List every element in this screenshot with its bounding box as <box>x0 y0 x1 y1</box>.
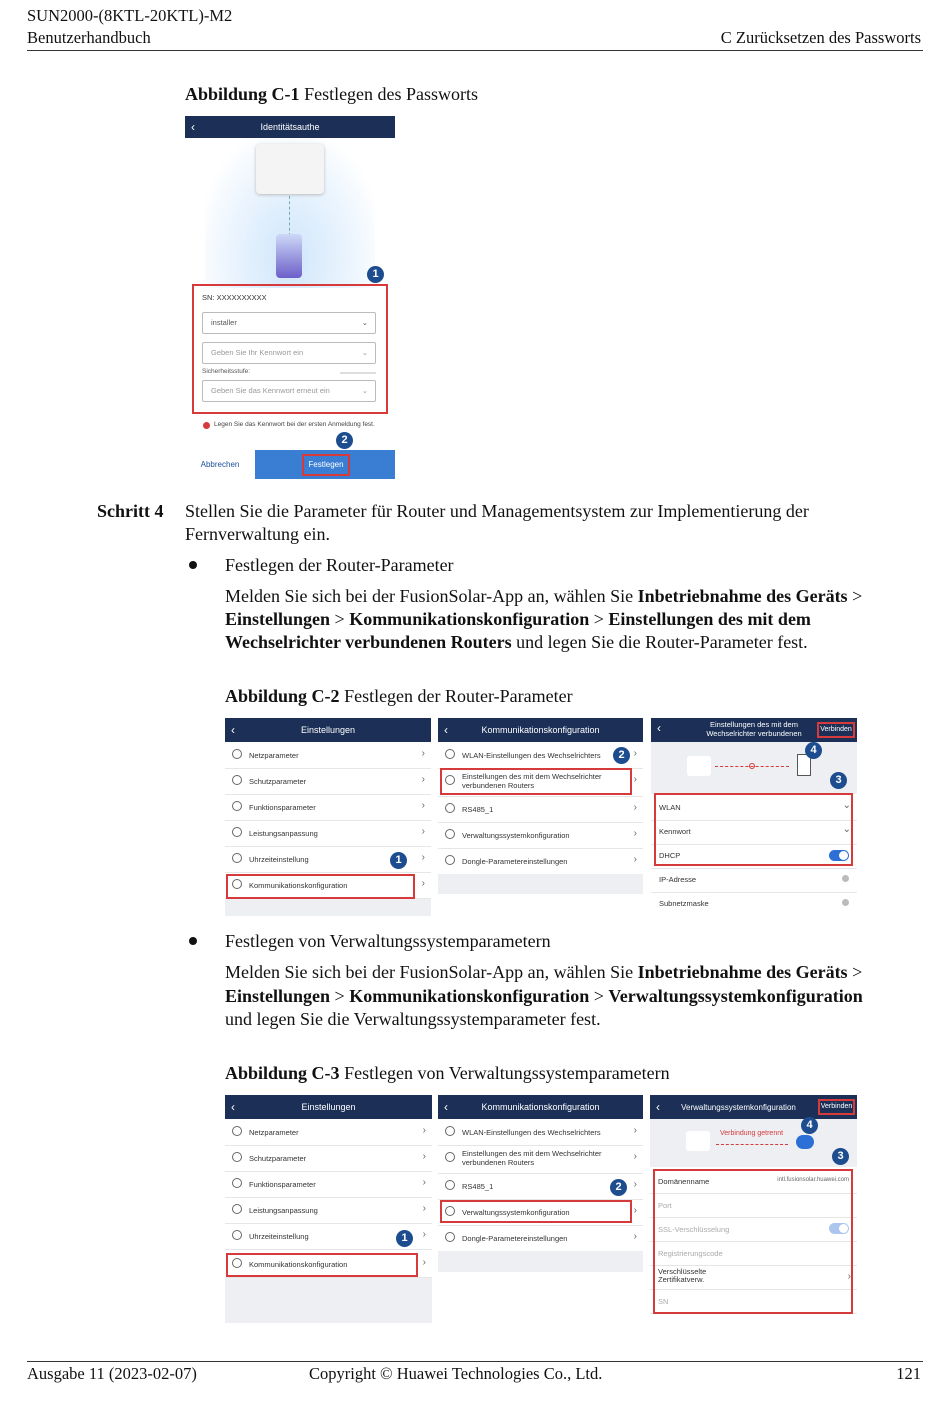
bullet-1-title: Festlegen der Router-Parameter <box>225 555 454 575</box>
fig2-settings-screen <box>225 718 431 916</box>
highlight-management-params <box>653 1169 853 1314</box>
bullet-2-title: Festlegen von Verwaltungssystemparametern <box>225 931 551 951</box>
chevron-right-icon: › <box>633 1125 637 1136</box>
screen-title: Kommunikationskonfiguration <box>481 1102 600 1112</box>
status-dot <box>842 875 849 882</box>
fig2-router-screen: ‹ Einstellungen des mit dem Wechselrichter verbundenen Verbinden 4 3 WLAN ⌄ Kennwort ⌄ DHCP IP-Adresse Subnetzmaske <box>651 718 857 914</box>
wlan-field[interactable]: WLAN ⌄ <box>651 794 857 821</box>
link-line <box>716 1144 788 1146</box>
cloud-icon <box>796 1135 814 1149</box>
shield-icon <box>232 775 242 785</box>
phone-icon <box>276 234 302 278</box>
comm-item[interactable]: WLAN-Einstellungen des Wechselrichters › <box>438 1119 643 1146</box>
bullet-2-line2: Einstellungen > Kommunikationskonfiguration > Verwaltungssystemkonfiguration <box>225 986 863 1006</box>
highlight-router-params <box>654 793 853 866</box>
header-section: C Zurücksetzen des Passworts <box>720 28 921 47</box>
back-icon[interactable]: ‹ <box>657 721 661 735</box>
chevron-right-icon: › <box>847 1271 851 1282</box>
chevron-right-icon: › <box>633 854 637 865</box>
callout-3: 3 <box>832 1148 849 1165</box>
chevron-right-icon: › <box>422 1125 426 1136</box>
inverter-icon <box>687 756 711 776</box>
figure-c1-screen <box>185 116 395 479</box>
bullet-1 <box>189 561 197 569</box>
step-text-line2: Fernverwaltung ein. <box>185 524 330 544</box>
bullet-1-line1: Melden Sie sich bei der FusionSolar-App an, wählen Sie Inbetriebnahme des Geräts > <box>225 586 863 606</box>
header-model: SUN2000-(8KTL-20KTL)-M2 <box>27 6 233 25</box>
header-rule <box>27 50 923 51</box>
dongle-icon <box>445 1232 455 1242</box>
fig2-communication-screen <box>438 718 643 894</box>
step-label: Schritt 4 <box>97 501 164 521</box>
empty-area <box>438 874 643 894</box>
chevron-right-icon: › <box>633 1179 637 1190</box>
settings-item[interactable]: Leistungsanpassung › <box>225 1197 432 1224</box>
callout-1: 1 <box>396 1230 413 1247</box>
connect-button[interactable]: Verbinden <box>818 1099 855 1115</box>
settings-item-communication[interactable]: Kommunikationskonfiguration › <box>225 1251 432 1278</box>
network-icon <box>232 749 242 759</box>
chevron-right-icon: › <box>633 1231 637 1242</box>
power-icon <box>232 1204 242 1214</box>
share-icon <box>445 1152 455 1162</box>
ip-address-field[interactable]: IP-Adresse <box>651 866 857 893</box>
screen-title-bar <box>185 116 395 138</box>
fig3-management-screen <box>650 1095 857 1323</box>
link-dot <box>749 763 755 769</box>
screen-title: Verwaltungssystemkonfiguration <box>681 1103 796 1112</box>
callout-3: 3 <box>830 772 847 789</box>
screen-title: Einstellungen <box>300 725 356 735</box>
settings-item[interactable]: Schutzparameter › <box>225 1145 432 1172</box>
security-level-label: Sicherheitsstufe: <box>202 368 251 375</box>
bullet-2-line1: Melden Sie sich bei der FusionSolar-App an, wählen Sie Inbetriebnahme des Geräts > <box>225 962 863 982</box>
settings-item[interactable]: Netzparameter › <box>225 1119 432 1146</box>
domain-name-field[interactable]: Domänenname intl.fusionsolar.huawei.com <box>650 1169 857 1194</box>
back-icon[interactable]: ‹ <box>231 723 235 737</box>
chevron-right-icon: › <box>633 774 637 785</box>
domain-name-value: intl.fusionsolar.huawei.com <box>777 1177 849 1183</box>
bullet-2 <box>189 937 197 945</box>
comm-item[interactable]: Einstellungen des mit dem Wechselrichter verbundenen Routers › <box>438 1145 643 1174</box>
chevron-right-icon: › <box>421 852 425 863</box>
chevron-right-icon: › <box>633 748 637 759</box>
callout-4: 4 <box>805 742 822 759</box>
settings-item[interactable]: Netzparameter › <box>225 742 431 769</box>
chevron-right-icon: › <box>421 826 425 837</box>
chevron-right-icon: › <box>422 1203 426 1214</box>
settings-item[interactable]: Schutzparameter › <box>225 768 431 795</box>
shield-icon <box>232 1152 242 1162</box>
wifi-icon <box>445 1126 455 1136</box>
settings-item-communication[interactable]: Kommunikationskonfiguration › <box>225 872 431 899</box>
security-level-bar <box>340 372 376 374</box>
cancel-button[interactable]: Abbrechen <box>185 450 255 479</box>
settings-item[interactable]: Uhrzeiteinstellung › <box>225 1223 432 1250</box>
screen-title: Einstellungen <box>301 1102 356 1112</box>
callout-2: 2 <box>613 747 630 764</box>
screen-title: Identitätsauthe <box>260 122 320 132</box>
comm-item[interactable]: RS485_1 › <box>438 1173 643 1200</box>
link-line <box>289 196 291 236</box>
dhcp-field[interactable]: DHCP <box>651 842 857 869</box>
clock-icon <box>232 853 242 863</box>
subnet-mask-field[interactable]: Subnetzmaske <box>651 890 857 914</box>
registration-code-field[interactable]: Registrierungscode <box>650 1241 857 1266</box>
clock-icon <box>232 1230 242 1240</box>
port-field[interactable]: Port <box>650 1193 857 1218</box>
wifi-icon <box>445 749 455 759</box>
empty-area <box>438 1251 643 1272</box>
ssl-field[interactable]: SSL-Verschlüsselung <box>650 1217 857 1242</box>
port-icon <box>445 1180 455 1190</box>
comm-item-router[interactable]: Einstellungen des mit dem Wechselrichter verbundenen Routers › <box>438 768 643 797</box>
chevron-right-icon: › <box>633 802 637 813</box>
bullet-2-line3: und legen Sie die Verwaltungssystemparameter fest. <box>225 1009 601 1029</box>
status-dot <box>842 899 849 906</box>
step-text-line1: Stellen Sie die Parameter für Router und Managementsystem zur Implementierung der <box>185 501 809 521</box>
footer-rule <box>27 1361 923 1362</box>
callout-2: 2 <box>610 1179 627 1196</box>
settings-item[interactable]: Uhrzeiteinstellung › <box>225 846 431 873</box>
network-icon <box>232 1126 242 1136</box>
gear-icon <box>232 801 242 811</box>
back-icon[interactable]: ‹ <box>444 1100 448 1114</box>
status-area <box>650 1119 857 1167</box>
chevron-right-icon: › <box>421 748 425 759</box>
back-icon[interactable]: ‹ <box>191 120 195 134</box>
settings-item[interactable]: Leistungsanpassung › <box>225 820 431 847</box>
password-field[interactable]: Kennwort ⌄ <box>651 818 857 845</box>
figure-c3-caption: Abbildung C-3 Festlegen von Verwaltungssystemparametern <box>225 1063 670 1083</box>
chevron-right-icon: › <box>633 1205 637 1216</box>
fig3-settings-screen <box>225 1095 432 1323</box>
port-icon <box>445 803 455 813</box>
password-input[interactable]: Geben Sie Ihr Kennwort ein ⌄ <box>202 342 376 364</box>
set-button-label: Festlegen <box>302 454 350 476</box>
screen-title: Kommunikationskonfiguration <box>481 725 600 735</box>
dongle-icon <box>445 855 455 865</box>
empty-area <box>225 1278 432 1323</box>
chevron-right-icon: › <box>421 878 425 889</box>
chevron-right-icon: › <box>421 774 425 785</box>
inverter-icon <box>256 144 324 194</box>
highlight-communication <box>226 874 415 899</box>
chevron-right-icon: › <box>422 1151 426 1162</box>
gear-icon <box>232 1178 242 1188</box>
back-icon[interactable]: ‹ <box>444 723 448 737</box>
figure-c1-caption: Abbildung C-1 Festlegen des Passworts <box>185 84 479 104</box>
footer-page-number: 121 <box>896 1364 921 1383</box>
comm-item[interactable]: Dongle-Parametereinstellungen › <box>438 848 643 875</box>
callout-1: 1 <box>367 266 384 283</box>
user-select[interactable]: installer ⌄ <box>202 312 376 334</box>
power-icon <box>232 827 242 837</box>
callout-1: 1 <box>390 852 407 869</box>
bullet-1-line2: Einstellungen > Kommunikationskonfiguration > Einstellungen des mit dem <box>225 609 811 629</box>
comm-item[interactable]: Dongle-Parametereinstellungen › <box>438 1225 643 1252</box>
back-icon[interactable]: ‹ <box>656 1100 660 1114</box>
warning-icon <box>203 422 210 429</box>
callout-2: 2 <box>336 432 353 449</box>
chevron-right-icon: › <box>421 800 425 811</box>
confirm-password-input[interactable]: Geben Sie das Kennwort erneut ein ⌄ <box>202 380 376 402</box>
fig3-communication-screen <box>438 1095 643 1272</box>
sn-field[interactable]: SN <box>650 1289 857 1314</box>
chevron-down-icon: ⌄ <box>842 824 851 835</box>
chevron-right-icon: › <box>422 1257 426 1268</box>
comm-item[interactable]: Verwaltungssystemkonfiguration › <box>438 822 643 849</box>
callout-4: 4 <box>801 1117 818 1134</box>
comm-item-management[interactable]: Verwaltungssystemkonfiguration › <box>438 1199 643 1226</box>
settings-item[interactable]: Funktionsparameter › <box>225 1171 432 1198</box>
bullet-1-line3: Wechselrichter verbundenen Routers und legen Sie die Router-Parameter fest. <box>225 632 808 652</box>
empty-area <box>225 899 431 916</box>
comm-item[interactable]: WLAN-Einstellungen des Wechselrichters › <box>438 742 643 769</box>
settings-item[interactable]: Funktionsparameter › <box>225 794 431 821</box>
back-icon[interactable]: ‹ <box>231 1100 235 1114</box>
highlight-communication <box>226 1253 418 1277</box>
footer-copyright: Copyright © Huawei Technologies Co., Ltd. <box>309 1364 603 1383</box>
header-doc-title: Benutzerhandbuch <box>27 28 151 47</box>
chevron-right-icon: › <box>422 1229 426 1240</box>
figure-c2-caption: Abbildung C-2 Festlegen der Router-Parameter <box>225 686 573 706</box>
chevron-right-icon: › <box>422 1177 426 1188</box>
chevron-right-icon: › <box>633 1151 637 1162</box>
chevron-right-icon: › <box>633 828 637 839</box>
inverter-icon <box>686 1131 710 1151</box>
connection-status: Verbindung getrennt <box>720 1130 784 1137</box>
certificate-field[interactable]: Verschlüsselte Zertifikatverw. › <box>650 1265 857 1290</box>
monitor-icon <box>445 829 455 839</box>
footer-issue: Ausgabe 11 (2023-02-07) <box>27 1364 197 1383</box>
sn-label: SN: XXXXXXXXXX <box>202 293 267 302</box>
highlight-management-config <box>440 1200 632 1223</box>
highlight-router-settings <box>440 768 632 795</box>
connect-button[interactable]: Verbinden <box>817 722 855 738</box>
hint-text: Legen Sie das Kennwort bei der ersten Anmeldung fest. <box>214 421 375 428</box>
comm-item[interactable]: RS485_1 › <box>438 796 643 823</box>
chevron-down-icon: ⌄ <box>842 800 851 811</box>
